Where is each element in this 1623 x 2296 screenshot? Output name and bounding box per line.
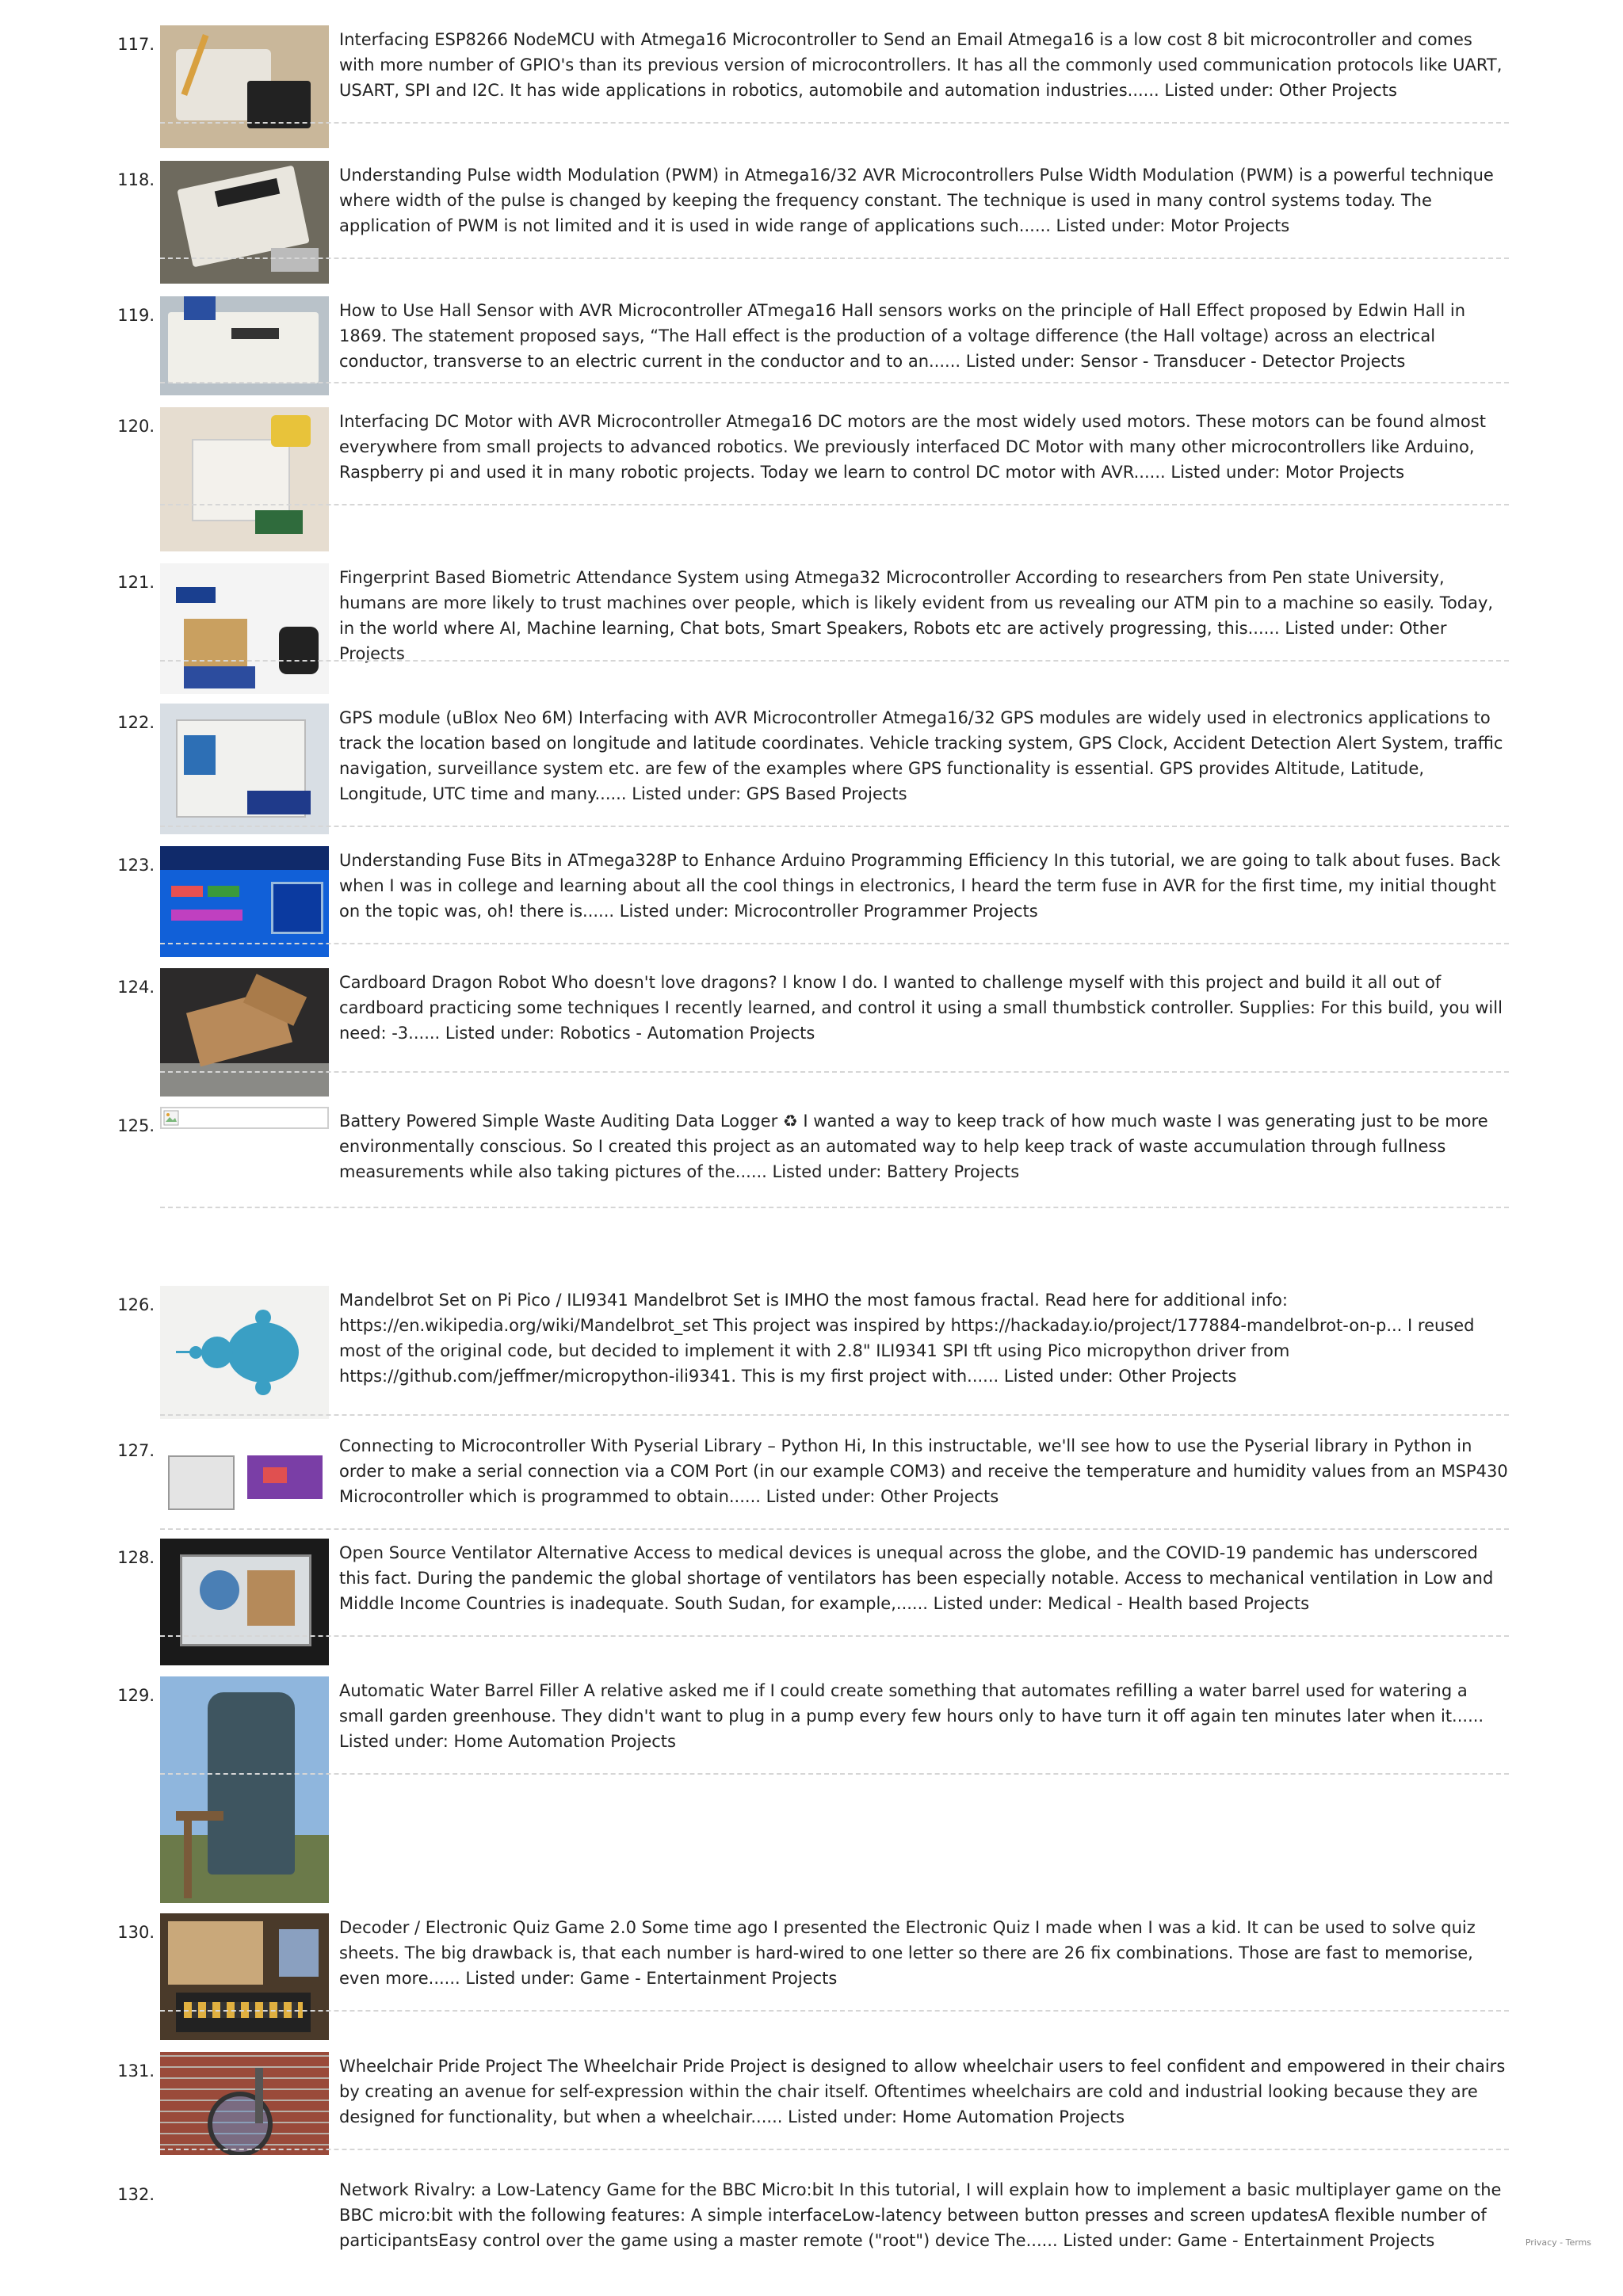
item-number: 123. [117, 856, 155, 875]
project-thumbnail[interactable] [160, 1286, 329, 1419]
item-description[interactable]: Cardboard Dragon Robot Who doesn't love dragons? I know I do. I wanted to challenge myself with this project and build it all out of cardboard practicing some techniques I recently learned, and control it using a small thumbstick controller. Supplies: For this build, you will need: -3...... Listed under: Robotics - Automation Projects [339, 973, 1503, 1043]
item-description[interactable]: Decoder / Electronic Quiz Game 2.0 Some time ago I presented the Electronic Quiz I made when I was a kid. It can be used to solve quiz sheets. The big drawback is, that each number is hard-wired to one letter so there are 26 fix combinations. Those are fast to memorise, even more...... Listed under: Game - Entertainment Projects [339, 1918, 1476, 1988]
item-number: 125. [117, 1116, 155, 1135]
item-number: 129. [117, 1686, 155, 1705]
item-description[interactable]: Interfacing ESP8266 NodeMCU with Atmega16 Microcontroller to Send an Email Atmega16 is a low cost 8 bit microcontroller and comes with more number of GPIO's than its previous version of microcontrollers. It has all the commonly used communication protocols like UART, USART, SPI and I2C. It has wide applications in robotics, automobile and automation industries...... Listed under: Other Projects [339, 30, 1503, 100]
item-divider [160, 2010, 1509, 2012]
item-divider [160, 257, 1509, 259]
item-description[interactable]: Connecting to Microcontroller With Pyserial Library – Python Hi, In this instructable, we'll see how to use the Pyserial library in Python in order to make a serial connection via a COM Port (in our example COM3) and receive the temperature and humidity values from an MSP430 Microcontroller which is programmed to obtain...... Listed under: Other Projects [339, 1436, 1508, 1506]
item-divider [160, 1635, 1509, 1637]
item-number: 124. [117, 978, 155, 997]
item-description[interactable]: Interfacing DC Motor with AVR Microcontroller Atmega16 DC motors are the most widely used motors. These motors can be found almost everywhere from small projects to advanced robotics. We previously interfaced DC Motor with many other microcontrollers like Arduino, Raspberry pi and used it in many robotic projects. Today we learn to control DC motor with AVR...... Listed under: Motor Projects [339, 412, 1486, 482]
project-thumbnail[interactable] [160, 296, 329, 395]
broken-image-thumbnail[interactable] [160, 1107, 329, 1129]
item-number: 119. [117, 306, 155, 325]
project-thumbnail[interactable] [160, 704, 329, 834]
item-number: 131. [117, 2061, 155, 2081]
item-description[interactable]: Understanding Fuse Bits in ATmega328P to Enhance Arduino Programming Efficiency In this tutorial, we are going to talk about fuses. Back when I was in college and learning about all the cool things in electronics, I heard the term fuse in AVR for the first time, my initial thought on the topic was, oh! there is...... Listed under: Microcontroller Programmer Projects [339, 851, 1501, 921]
item-divider [160, 826, 1509, 827]
project-thumbnail[interactable] [160, 1913, 329, 2040]
item-divider [160, 660, 1509, 662]
item-divider [160, 943, 1509, 944]
project-thumbnail[interactable] [160, 25, 329, 148]
item-divider [160, 1773, 1509, 1775]
item-divider [160, 122, 1509, 124]
item-number: 132. [117, 2185, 155, 2204]
item-description[interactable]: Automatic Water Barrel Filler A relative asked me if I could create something that automates refilling a water barrel used for watering a small garden greenhouse. They didn't want to plug in a pump every few hours only to have turn it off again ten minutes later when it...... Listed under: Home Automation Projects [339, 1681, 1484, 1751]
project-thumbnail[interactable] [160, 846, 329, 957]
item-description[interactable]: Wheelchair Pride Project The Wheelchair Pride Project is designed to allow wheelchair users to feel confident and empowered in their chairs by creating an avenue for self-expression within the chair itself. Oftentimes wheelchairs are cold and industrial looking because they are designed for functionality, but when a wheelchair...... Listed under: Home Automation Projects [339, 2057, 1506, 2126]
item-description[interactable]: Mandelbrot Set on Pi Pico / ILI9341 Mandelbrot Set is IMHO the most famous fractal. Read here for additional info: https://en.wikipedia.org/wiki/Mandelbrot_set This project was inspired by https://hackaday.io/project/177884-mandelbrot-on-p... I reused most of the original code, but decided to implement it with 2.8" ILI9341 SPI tft using Pico micropython driver from https://github.com/jeffmer/micropython-ili9341. This is my first project with...... Listed under: Other Projects [339, 1291, 1475, 1386]
item-number: 127. [117, 1441, 155, 1460]
item-number: 120. [117, 417, 155, 436]
item-divider [160, 1071, 1509, 1073]
item-description[interactable]: Understanding Pulse width Modulation (PWM) in Atmega16/32 AVR Microcontrollers Pulse Width Modulation (PWM) is a powerful technique where width of the pulse is changed by keeping the frequency constant. The technique is used in many control systems today. The application of PWM is not limited and it is used in wide range of applications such...... Listed under: Motor Projects [339, 166, 1494, 235]
item-description[interactable]: GPS module (uBlox Neo 6M) Interfacing with AVR Microcontroller Atmega16/32 GPS modules are widely used in electronics applications to track the location based on longitude and latitude coordinates. Vehicle tracking system, GPS Clock, Accident Detection Alert System, traffic navigation, surveillance system etc. are few of the examples where GPS functionality is essential. GPS provides Altitude, Latitude, Longitude, UTC time and many...... Listed under: GPS Based Projects [339, 708, 1503, 803]
item-divider [160, 2149, 1509, 2150]
item-number: 130. [117, 1923, 155, 1942]
item-description[interactable]: Open Source Ventilator Alternative Access to medical devices is unequal across the globe, and the COVID-19 pandemic has underscored this fact. During the pandemic the global shortage of ventilators has been especially notable. Access to mechanical ventilation in Low and Middle Income Countries is inadequate. South Sudan, for example,...... Listed under: Medical - Health based Projects [339, 1543, 1494, 1613]
project-thumbnail[interactable] [160, 2052, 329, 2155]
project-thumbnail[interactable] [160, 407, 329, 551]
item-description[interactable]: Fingerprint Based Biometric Attendance System using Atmega32 Microcontroller According to researchers from Pen state University, humans are more likely to trust machines over people, which is likely evident from us revealing our ATM pin to a machine so easily. Today, in the world where AI, Machine learning, Chat bots, Smart Speakers, Robots etc are actively progressing, this...... Listed under: Other Projects [339, 568, 1494, 663]
item-divider [160, 1207, 1509, 1208]
project-thumbnail[interactable] [160, 161, 329, 284]
item-number: 118. [117, 170, 155, 189]
project-thumbnail[interactable] [160, 1432, 329, 1517]
project-thumbnail[interactable] [160, 1676, 329, 1903]
item-description[interactable]: Battery Powered Simple Waste Auditing Data Logger ♻ I wanted a way to keep track of how much waste I was generating just to be more environmentally conscious. So I created this project as an automated way to help keep track of waste accumulation through fullness measurements while also taking pictures of the...... Listed under: Battery Projects [339, 1112, 1488, 1181]
item-divider [160, 1528, 1509, 1530]
broken-image-icon [163, 1110, 179, 1126]
item-number: 117. [117, 35, 155, 54]
item-description[interactable]: How to Use Hall Sensor with AVR Microcontroller ATmega16 Hall sensors works on the principle of Hall Effect proposed by Edwin Hall in 1869. The statement proposed says, “The Hall effect is the production of a voltage difference (the Hall voltage) across an electrical conductor, transverse to an electric current in the conductor and to an...... Listed under: Sensor - Transducer - Detector Projects [339, 301, 1466, 371]
project-thumbnail[interactable] [160, 563, 329, 694]
mandelbrot-image [160, 1286, 329, 1419]
project-thumbnail[interactable] [160, 1539, 329, 1665]
item-number: 128. [117, 1548, 155, 1567]
item-divider [160, 1414, 1509, 1416]
item-number: 122. [117, 713, 155, 732]
project-thumbnail[interactable] [160, 968, 329, 1097]
recaptcha-privacy-terms[interactable]: Privacy - Terms [1525, 2237, 1591, 2248]
item-divider [160, 504, 1509, 505]
item-number: 126. [117, 1295, 155, 1314]
item-description[interactable]: Network Rivalry: a Low-Latency Game for the BBC Micro:bit In this tutorial, I will explain how to implement a basic multiplayer game on the BBC micro:bit with the following features: A simple interfaceLow-latency between button presses and screen updatesA flexible number of participantsEasy control over the game using a master remote ("root") device The...... Listed under: Game - Entertainment Projects [339, 2180, 1502, 2250]
item-divider [160, 382, 1509, 383]
item-number: 121. [117, 573, 155, 592]
